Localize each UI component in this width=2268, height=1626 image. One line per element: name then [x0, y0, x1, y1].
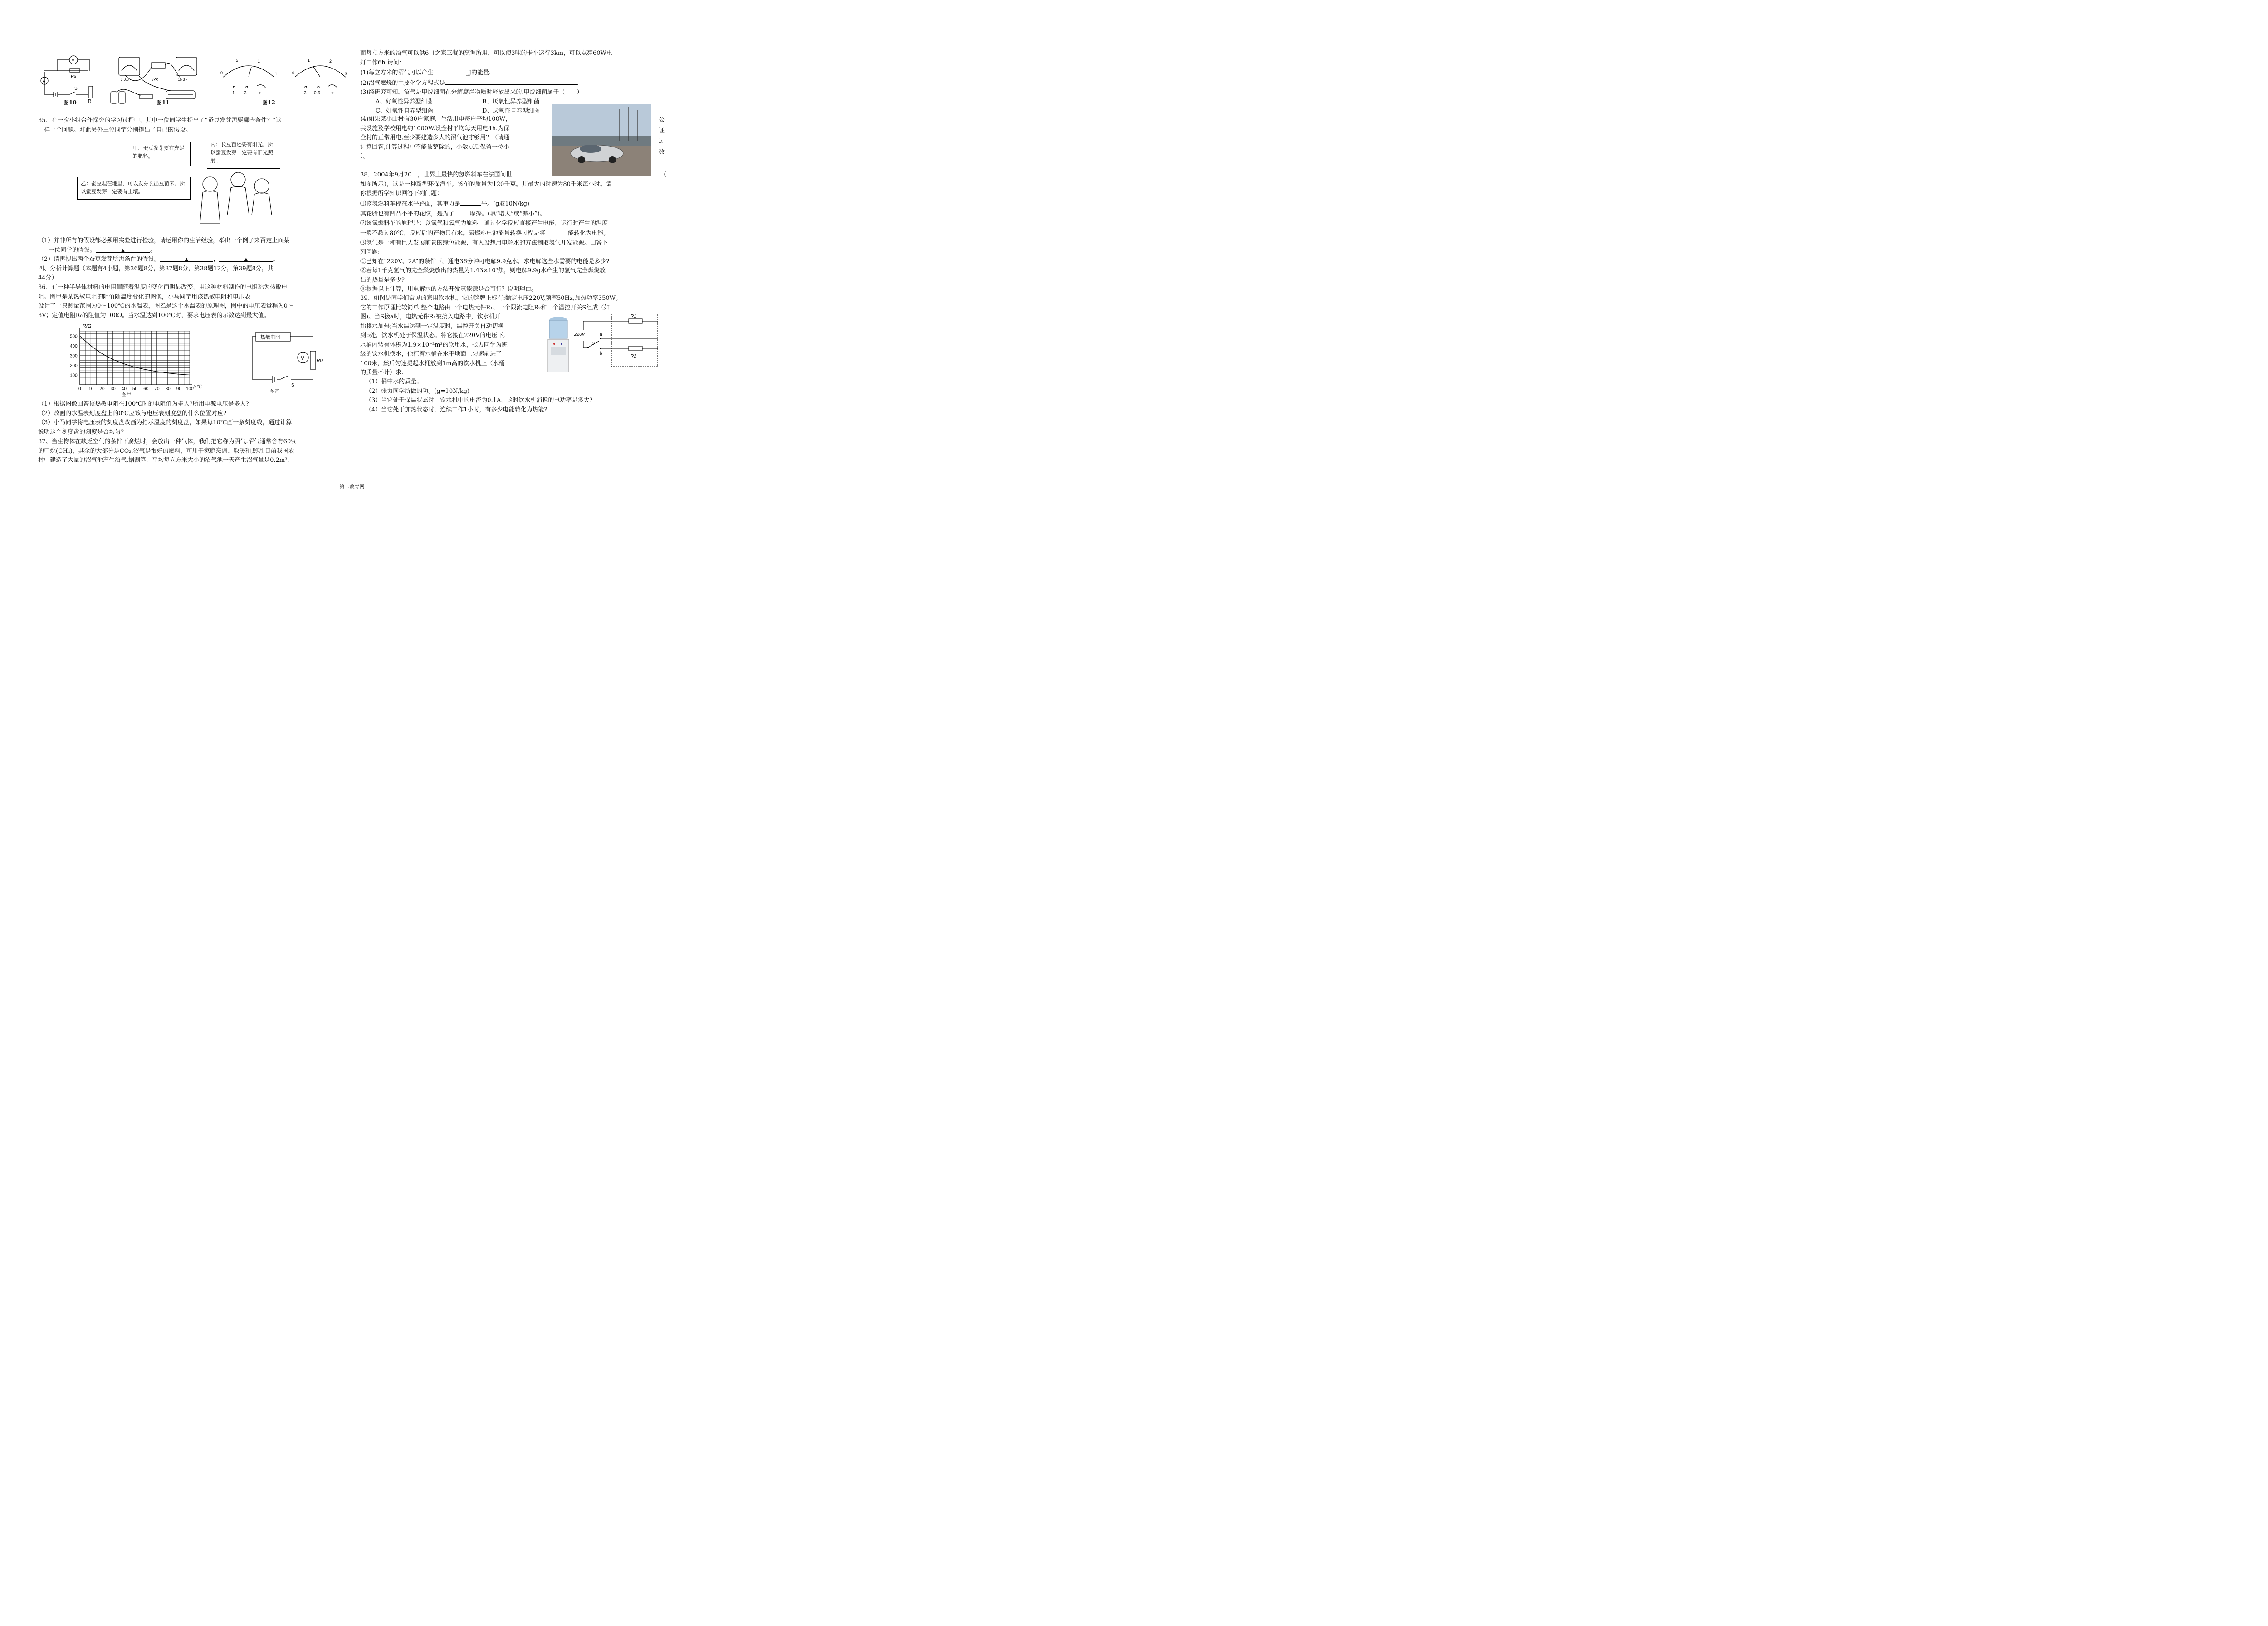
bubble-bing: 丙：长豆苗还要有阳光，所以蚕豆发芽一定要有阳光照射。 [207, 138, 280, 169]
students-illustration [193, 170, 282, 225]
x-tick-label: 50 [132, 387, 138, 392]
q36-subquestions: （1）根据图像回答该热敏电阻在100℃时的电阻值为多大?所用电源电压是多大? （2）改画的水温表刻度盘上的0℃应该与电压表刻度盘的什么位置对应? （3）小马同学将电压表的刻度盘改画为指示温度的刻度盘，如果每10℃画一条刻度线，通过计算 说明这个刻度盘的刻度是否均匀? [38, 401, 292, 436]
svg-text:0.6: 0.6 [314, 91, 320, 96]
meter-figure-12 [217, 56, 348, 97]
y-tick-label: 200 [70, 363, 78, 369]
answer-blank[interactable]: ▲ [96, 246, 150, 253]
q37-part4: (4)如果某小山村有30户家庭，生活用电每户平均100W， 共设施及学校用电约1000W.设全村平均每天用电4h.为保 全村的正常用电,至少要建造多大的沼气池才够用？（请通 计算回答,计算过程中不能被整除的，小数点后保留一位小 ）。 [360, 116, 512, 160]
y-tick-label: 100 [70, 373, 78, 378]
thermistor-label: 热敏电阻 [260, 335, 280, 340]
switch-label: S [591, 341, 595, 346]
x-tick-label: 20 [99, 387, 105, 392]
svg-text:3: 3 [345, 72, 347, 76]
q37-continued: 而每立方米的沼气可以供6口之家三餐的烹调所用，可以使3吨的卡车运行3km，可以点亮60W电 灯工作6h.请问： (1)每立方米的沼气可以产生 _J的能量. (2)沼气燃烧的主要化学方程式是 . (3)经研究可知，沼气是甲烷细菌在分解腐烂物质时释放出来的.甲烷细菌属于（ ） A、好氧性异养型细菌 B、厌氧性异养型细菌 C、好氧性自养型细菌 D、厌氧性自养型细菌 [360, 50, 612, 114]
dispenser-circuit-figure [574, 312, 659, 368]
contact-b: b [600, 351, 602, 356]
q35-stem: 35．在一次小组合作探究的学习过程中，其中一位同学生提出了“蚕豆发芽需要哪些条件？”这 样一个问题。对此另外三位同学分别提出了自己的假设。 [38, 117, 282, 133]
circuit-b-caption: 图乙 [269, 389, 279, 394]
svg-text:15 3 -: 15 3 - [178, 78, 187, 82]
x-tick-label: 10 [88, 387, 94, 392]
svg-text:R: R [88, 99, 92, 104]
fig12-label: 图12 [262, 99, 275, 106]
x-tick-label: 30 [110, 387, 116, 392]
fig11-label: 图11 [156, 99, 170, 106]
x-tick-label: 70 [154, 387, 160, 392]
answer-blank[interactable] [433, 68, 466, 74]
q37-part4-right: 公 证 过 数 [659, 117, 665, 156]
svg-text:3: 3 [244, 91, 247, 96]
svg-text:R0: R0 [317, 358, 323, 363]
apparatus-figure-11 [107, 54, 205, 106]
svg-text:3 0.6 -: 3 0.6 - [121, 78, 131, 82]
x-tick-label: 80 [165, 387, 171, 392]
contact-a: a [600, 332, 602, 337]
chart-axes [80, 328, 192, 385]
q39-stem: 39、如图是同学们常见的家用饮水机，它的铭牌上标有:额定电压220V,频率50Hz,加热功率350W。 它的工作原理比较简单:整个电路由一个电热元件R₁、一个限流电阻R₂和一个温控开关S组成（如 [360, 295, 622, 311]
q39-subquestions: （1）桶中水的质量。 （2）张力同学所做的功。(g=10N/kg) （3）当它处于保温状态时，饮水机中的电流为0.1A，这时饮水机消耗的电功率是多大? （4）当它处于加热状态时，连续工作1小时，有多少电能转化为热能? [366, 378, 593, 413]
svg-text:2: 2 [329, 59, 332, 64]
bubble-yi: 乙：蚕豆埋在地里，可以发芽长出豆苗来，所以蚕豆发芽一定要有土壤。 [77, 177, 191, 200]
svg-text:3: 3 [304, 91, 307, 96]
answer-blank[interactable]: ▲ [160, 255, 213, 262]
circuit-figure-10 [38, 54, 102, 104]
r2-label: R2 [631, 354, 636, 359]
svg-text:S: S [291, 383, 294, 388]
svg-text:V: V [72, 58, 75, 63]
fig10-label: 图10 [64, 99, 77, 106]
y-tick-label: 400 [70, 344, 78, 349]
q39-body: 图)。当S接a时，电热元件R₁被接入电路中，饮水机开 始将水加热;当水温达到一定温度时，温控开关自动切换 到b处，饮水机处于保温状态。将它接在220V的电压下, 水桶内装有体积为1.9×10⁻²m³的饮用水，张力同学为班 级的饮水机换水，他扛着水桶在水平地面上匀速前进了 100米，然后匀速提起水桶放到1m高的饮水机上（水桶 的质量不计）求: [360, 313, 508, 376]
chart-ylabel: R/Ω [83, 323, 92, 329]
section-heading: 四、分析计算题（本题有4小题，第36题8分，第37题8分，第38题12分，第39题8分，共 [38, 265, 274, 272]
svg-text:1: 1 [258, 59, 260, 64]
r1-label: R1 [631, 314, 636, 319]
y-tick-label: 300 [70, 353, 78, 359]
answer-blank[interactable] [545, 228, 568, 235]
page-footer: 第二教育网 [339, 484, 365, 490]
chart-caption: 图甲 [122, 392, 132, 397]
answer-blank[interactable] [455, 209, 470, 215]
q35-subquestions: （1）并非所有的假设都必须用实验进行检验，请运用你的生活经验，举出一个例子来否定上面某 一位同学的假设。 ▲ 。 （2）请再提出两个蚕豆发芽所需条件的假设。 ▲ ， ▲ 。 四、分析计算题（本题有4小题，第36题8分，第37题8分，第38题12分，第39题8分，共 44分） [38, 236, 351, 283]
answer-blank[interactable] [460, 199, 481, 206]
q37-stem: 37、当生物体在缺乏空气的条件下腐烂时，会放出一种气体，我们把它称为沼气.沼气通常含有60％ 的甲烷(CH₄)，其余的大部分是CO₂.沼气是很好的燃料，可用于家庭烹调、取暖和照明.目前我国农 村中建造了大量的沼气池产生沼气.据测算，平均每立方米大小的沼气池一天产生沼气量是0.2m³. [38, 438, 297, 464]
svg-text:0: 0 [220, 71, 223, 75]
water-dispenser-photo [544, 315, 572, 374]
circuit-voltage: 220V [574, 332, 585, 337]
x-tick-label: 40 [121, 387, 127, 392]
answer-blank[interactable]: ▲ [219, 255, 273, 262]
svg-text:+: + [259, 91, 261, 96]
x-tick-label: 0 [78, 387, 81, 392]
svg-text:5: 5 [236, 58, 239, 63]
svg-text:V: V [301, 355, 305, 361]
chart-xlabel: t/℃ [193, 384, 202, 390]
q38: 38．2004年9月20日，世界上最快的氢燃料车在法国问世 （ 如图所示），这是一种新型环保汽车。该车的质量为120千克。其最大的时速为80千米每小时。请 你根据所学知识回答下列问题： ⑴该氢燃料车停在水平路面，其重力是 牛。(g取10N/kg) 其轮胎也有凹凸不平的花纹，是为了 摩擦。(填“增大”或“减小”)。 ⑵该氢燃料车的原理是：以氢气和氧气为原料，通过化学反应直接产生电能，运行时产生的温度 一般不超过80℃，反应后的产物只有水。氢燃料电池能量转换过程是将 能转化为电能。 ⑶氢气是一种有巨大发展前景的绿色能源，有人设想用电解水的方法制取氢气开发能源。回答下 列问题: ①已知在“220V、2A”的条件下，通电36分钟可电解9.9克水，求电解这些水需要的电能是多少? ②若每1千克氢气的完全燃烧放出的热量为1.43×10⁸焦，则电解9.9g水产生的氢气完全燃烧放 出的热量是多少? ③根据以上计算，用电解水的方法开发氢能源是否可行？说明理由。 [360, 171, 667, 293]
thermometer-circuit-figure [249, 330, 323, 395]
bubble-jia: 甲：蚕豆发芽要有充足的肥料。 [129, 142, 191, 166]
resistance-temperature-chart [68, 322, 206, 398]
svg-text:0: 0 [292, 71, 295, 75]
x-tick-label: 60 [143, 387, 149, 392]
svg-text:Rx: Rx [71, 74, 77, 79]
x-tick-label: 90 [176, 387, 181, 392]
hydrogen-car-photo [552, 104, 651, 176]
answer-blank[interactable] [445, 78, 577, 85]
y-tick-label: 500 [70, 334, 78, 339]
svg-text:1: 1 [232, 91, 235, 96]
svg-text:1: 1 [308, 58, 310, 63]
x-tick-label: 100 [186, 387, 194, 392]
svg-text:1: 1 [275, 72, 278, 76]
q36-stem: 36．有一种半导体材料的电阻值随着温度的变化而明显改变，用这种材料制作的电阻称为热敏电 阻。图甲是某热敏电阻的阻值随温度变化的图像，小马同学用该热敏电阻和电压表 设计了一只测量范围为0～100℃的水温表，图乙是这个水温表的原理图，图中的电压表量程为0～ 3V；定值电阻R₀的阻值为100Ω。当水温达到100℃时，要求电压表的示数达到最大值。 [38, 284, 293, 319]
svg-text:A: A [43, 79, 46, 83]
svg-text:+: + [331, 91, 334, 96]
svg-text:Rx: Rx [152, 77, 158, 82]
svg-text:S: S [74, 86, 78, 91]
